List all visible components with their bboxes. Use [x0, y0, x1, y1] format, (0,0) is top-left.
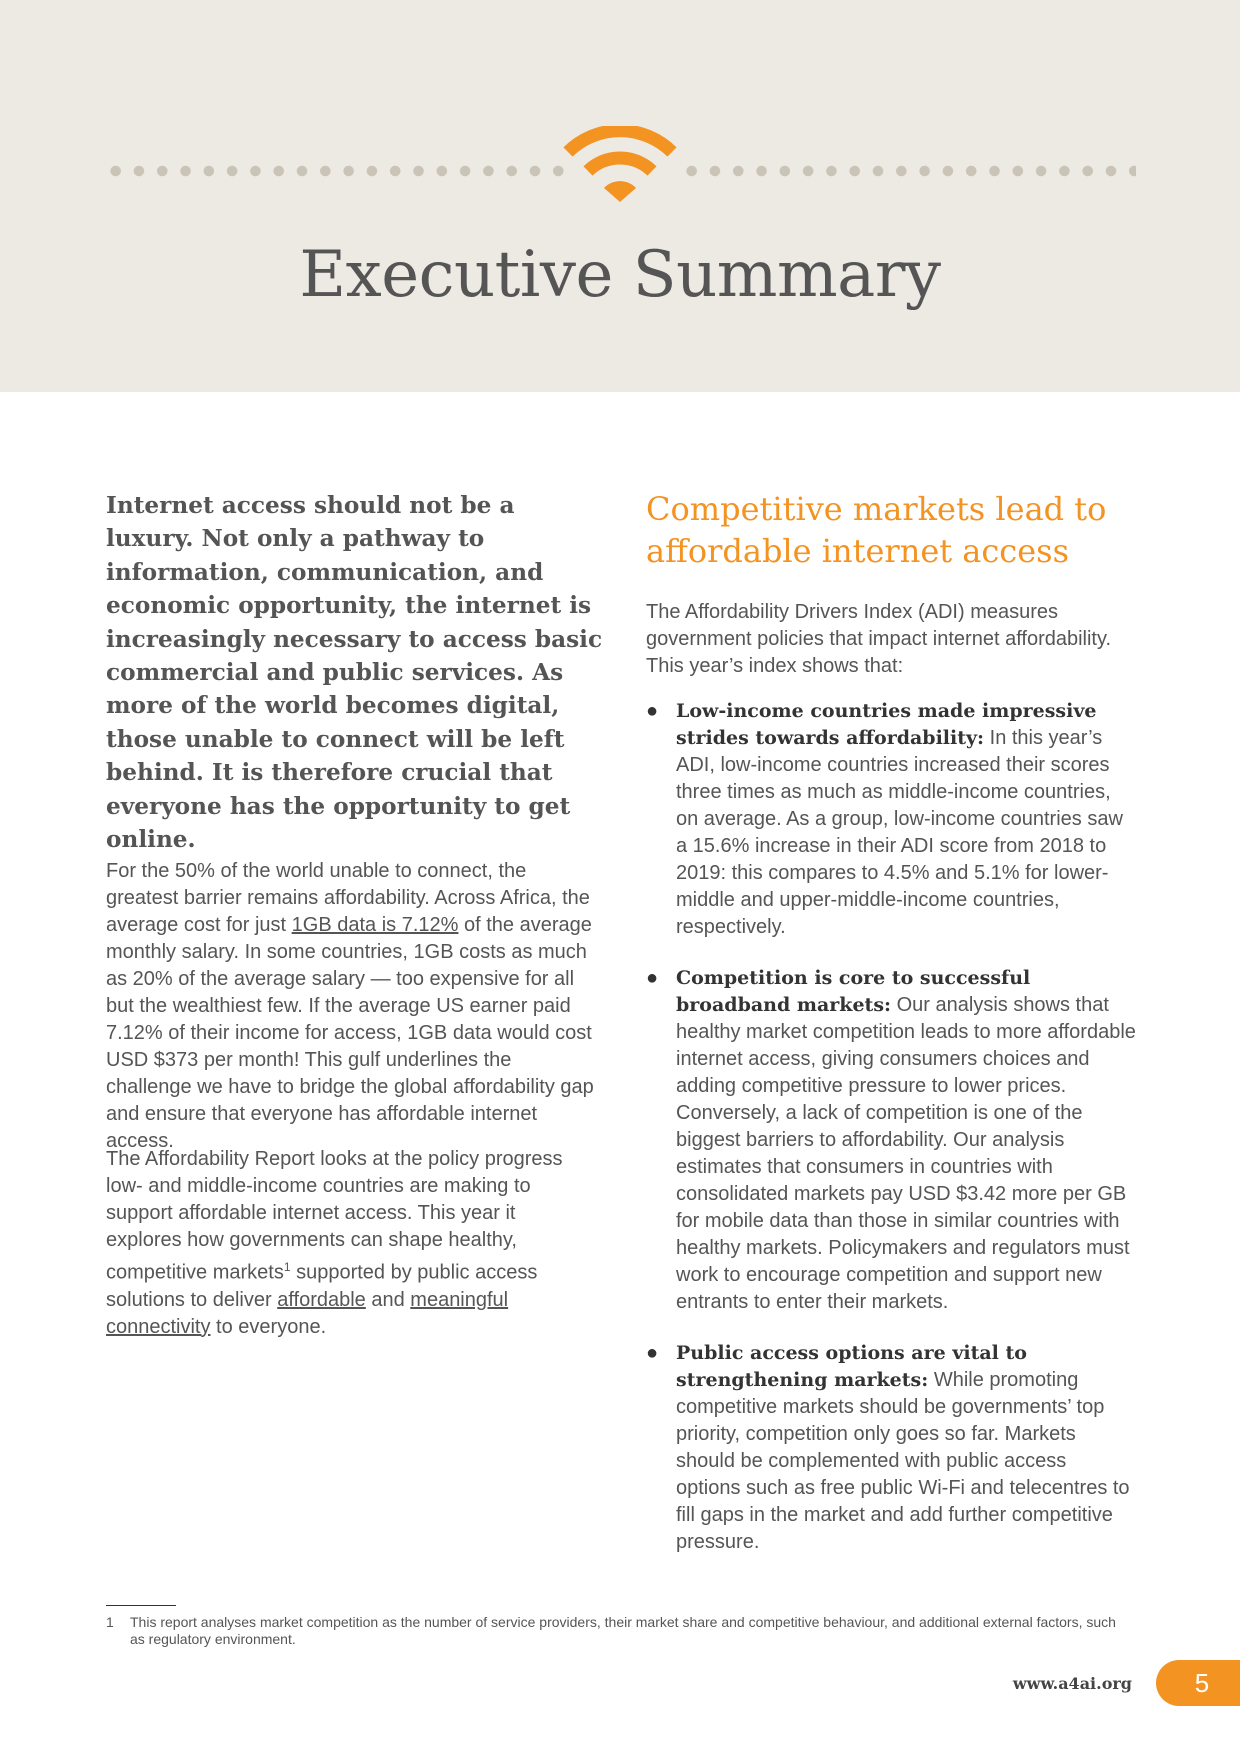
- website-link[interactable]: www.a4ai.org: [1012, 1674, 1132, 1693]
- dotted-divider-right: [680, 165, 1136, 177]
- section-heading: Competitive markets lead to affordable internet access: [646, 490, 1107, 570]
- paragraph-text: to everyone.: [210, 1315, 327, 1338]
- bullet-text: In this year’s ADI, low-income countries increased their scores three times as much as middle-income countries, on average. As a group, low-income countries saw a 15.6% increase in their ADI score from 2018 to 2019: this compares to 4.5% and 5.1% for lower-middle and upper-middle-income countries, respectively.: [676, 727, 1123, 938]
- paragraph-text: of the average monthly salary. In some countries, 1GB costs as much as 20% of the average salary — too expensive for all but the wealthiest few. If the average US earner paid 7.12% of their income for access, 1GB data would cost USD $373 per month! This gulf underlines the challenge we have to bridge the global affordability gap and ensure that everyone has affordable internet access.: [106, 914, 594, 1152]
- bullet-icon: ●: [646, 700, 659, 722]
- paragraph-text: The Affordability Report looks at the policy progress low- and middle-income countries are making to support affordable internet access. This year it explores how governments can shape healthy, competitive markets: [106, 1148, 563, 1284]
- bullet-heading: Low-income countries made impressive strides towards affordability:: [676, 700, 1097, 749]
- list-item: [646, 1340, 1136, 1556]
- lead-paragraph: Internet access should not be a luxury. Not only a pathway to information, communication, and economic opportunity, the internet is increasingly necessary to access basic commercial and public services. As more of the world becomes digital, those unable to connect will be left behind. It is therefore crucial that everyone has the opportunity to get online.: [106, 492, 603, 854]
- page-title: Executive Summary: [299, 238, 941, 312]
- bullet-heading: Public access options are vital to strengthening markets:: [676, 1342, 1027, 1391]
- list-item: [646, 698, 1136, 941]
- bullet-text: While promoting competitive markets should be governments’ top priority, competition only goes so far. Markets should be complemented with public access options such as free public Wi-Fi and telecentres to fill gaps in the market and add further competitive pressure.: [676, 1369, 1130, 1553]
- link-1gb-data[interactable]: 1GB data is 7.12%: [291, 914, 459, 936]
- link-meaningful-connectivity[interactable]: meaningful connectivity: [106, 1288, 509, 1338]
- footnote-ref[interactable]: 1: [283, 1260, 291, 1274]
- intro-paragraph: The Affordability Drivers Index (ADI) measures government policies that impact internet affordability. This year’s index shows that:: [646, 601, 1112, 677]
- findings-list: [646, 698, 1136, 1556]
- bullet-icon: ●: [646, 1342, 659, 1364]
- paragraph-report-overview: [106, 1146, 594, 1341]
- paragraph-affordability: [106, 858, 594, 1155]
- paragraph-text: supported by public access solutions to deliver: [106, 1261, 538, 1311]
- bullet-text: Our analysis shows that healthy market competition leads to more affordable internet access, giving consumers choices and adding competitive pressure to lower prices. Conversely, a lack of competition is one of the biggest barriers to affordability. Our analysis estimates that consumers in countries with consolidated markets pay USD $3.42 more per GB for mobile data than those in similar countries with healthy markets. Policymakers and regulators must work to encourage competition and support new entrants to enter their markets.: [676, 994, 1136, 1313]
- footnote-text: This report analyses market competition as the number of service providers, their market share and competitive behaviour, and additional external factors, such as regulatory environment.: [130, 1614, 1116, 1647]
- bullet-heading: Competition is core to successful broadband markets:: [676, 967, 1031, 1016]
- paragraph-text: For the 50% of the world unable to connect, the greatest barrier remains affordability. Across Africa, the average cost for just: [106, 860, 590, 936]
- page-number-badge: 5: [1156, 1660, 1240, 1706]
- link-affordable[interactable]: affordable: [277, 1288, 366, 1311]
- bullet-icon: ●: [646, 967, 659, 989]
- dotted-divider-left: [104, 165, 564, 177]
- footnote-divider: [106, 1605, 176, 1606]
- footnote: [106, 1614, 1136, 1648]
- footnote-number: 1: [106, 1614, 114, 1630]
- wifi-icon: [562, 126, 678, 206]
- header-banner: [0, 0, 1240, 392]
- paragraph-text: and: [365, 1288, 411, 1311]
- list-item: [646, 965, 1136, 1316]
